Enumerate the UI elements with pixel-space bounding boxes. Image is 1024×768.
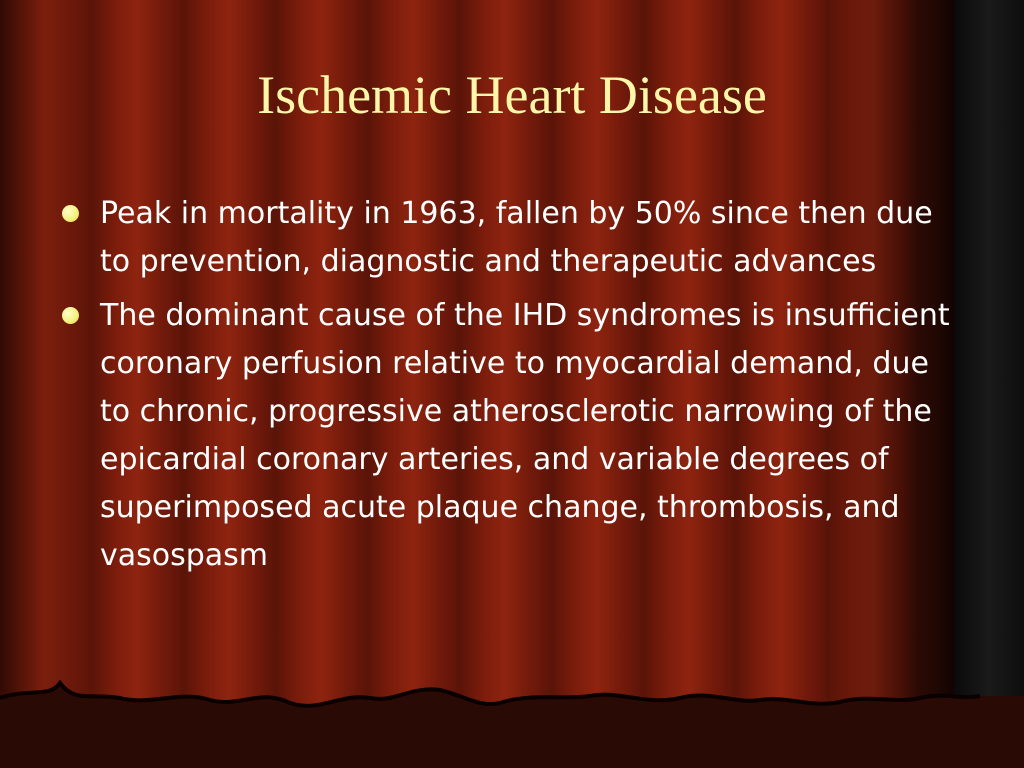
bullet-item xyxy=(62,292,962,580)
curtain-bottom-fringe xyxy=(0,678,1024,768)
bullet-text: The dominant cause of the IHD syndromes is insufficient coronary perfusion relative to myocardial demand, due to chronic, progressive atherosclerotic narrowing of the epicardial coronary arteries, and variable degrees of superimposed acute plaque change, thrombosis, and vasospasm xyxy=(100,298,950,573)
slide-title: Ischemic Heart Disease xyxy=(257,65,767,125)
yellow-dot-bullet-icon xyxy=(62,205,79,222)
bullet-text: Peak in mortality in 1963, fallen by 50% since then due to prevention, diagnostic and therapeutic advances xyxy=(100,196,933,279)
bullet-list xyxy=(62,190,962,586)
yellow-dot-bullet-icon xyxy=(62,307,79,324)
bullet-item xyxy=(62,190,962,286)
